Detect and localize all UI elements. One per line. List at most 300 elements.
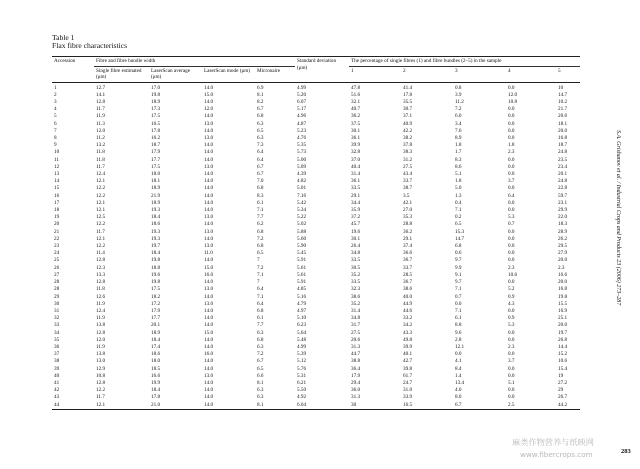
- value-cell: 14.0: [204, 293, 214, 300]
- value-cell: 17.5: [151, 113, 161, 120]
- value-cell: 44.9: [403, 300, 413, 307]
- table-row: [52, 171, 580, 178]
- value-cell: 14.0: [204, 336, 214, 343]
- value-cell: 6.7: [257, 358, 264, 365]
- value-cell: 5.90: [297, 243, 307, 250]
- value-cell: 10.8: [508, 99, 518, 106]
- value-cell: 12.6: [96, 293, 106, 300]
- value-cell: 2.3: [508, 264, 515, 271]
- value-cell: 18.8: [151, 264, 161, 271]
- table-row: [52, 322, 580, 329]
- value-cell: 14.0: [204, 84, 214, 91]
- value-cell: 20.0: [558, 127, 568, 134]
- value-cell: 16.5: [401, 402, 453, 410]
- value-cell: 16.9: [558, 307, 568, 314]
- value-cell: 33.2: [403, 315, 413, 322]
- value-cell: 12.1: [96, 199, 106, 206]
- table-row: [52, 121, 580, 128]
- value-cell: 18.4: [151, 250, 161, 257]
- value-cell: 12.1: [96, 207, 106, 214]
- value-cell: 24.7: [403, 379, 413, 386]
- table-row: [52, 279, 580, 286]
- value-cell: 12.3: [96, 264, 106, 271]
- value-cell: 17.8: [151, 127, 161, 134]
- value-cell: 16.2: [151, 135, 161, 142]
- watermark-url: www.fibercrops.com: [520, 450, 593, 459]
- value-cell: 7.1: [257, 207, 264, 214]
- value-cell: 17.0: [151, 84, 161, 91]
- value-cell: 4.79: [297, 300, 307, 307]
- value-cell: 5.64: [297, 329, 307, 336]
- value-cell: 11.7: [96, 106, 105, 113]
- value-cell: 6.1: [257, 315, 264, 322]
- value-cell: 35.2: [351, 300, 361, 307]
- table-row: [52, 221, 580, 228]
- value-cell: 11.2: [455, 99, 464, 106]
- table-row: [52, 366, 580, 373]
- table-row: [52, 380, 580, 387]
- col-accession: Accession: [52, 57, 94, 83]
- value-cell: 38.3: [403, 149, 413, 156]
- value-cell: 19.3: [151, 228, 161, 235]
- value-cell: 5.48: [297, 336, 307, 343]
- value-cell: 4.85: [297, 286, 307, 293]
- table-row: [52, 214, 580, 221]
- table-row: [52, 257, 580, 264]
- value-cell: 37.1: [403, 113, 413, 120]
- value-cell: 45.7: [351, 221, 361, 228]
- value-cell: 14.0: [204, 365, 214, 372]
- value-cell: 14.0: [204, 192, 214, 199]
- value-cell: 11.2: [96, 135, 105, 142]
- table-row: [52, 344, 580, 351]
- value-cell: 6.3: [257, 120, 264, 127]
- accession-cell: 27: [54, 271, 60, 278]
- value-cell: 37.5: [351, 120, 361, 127]
- accession-cell: 33: [54, 322, 60, 329]
- table-title: Flax fibre characteristics: [52, 41, 128, 51]
- value-cell: 18.6: [151, 351, 161, 358]
- value-cell: 34.4: [351, 199, 361, 206]
- value-cell: 18.1: [151, 178, 161, 185]
- value-cell: 4.1: [455, 358, 462, 365]
- value-cell: 5.50: [297, 387, 307, 394]
- value-cell: 30.5: [351, 264, 361, 271]
- value-cell: 12.0: [96, 336, 106, 343]
- value-cell: 7.7: [257, 322, 264, 329]
- value-cell: 13.0: [204, 120, 214, 127]
- value-cell: 18.6: [151, 221, 161, 228]
- value-cell: 7.2: [257, 351, 264, 358]
- value-cell: 26.4: [351, 243, 361, 250]
- accession-cell: 42: [54, 387, 60, 394]
- table-label: Table 1: [52, 33, 75, 42]
- value-cell: 23.5: [558, 156, 568, 163]
- value-cell: 6.21: [297, 379, 307, 386]
- value-cell: 12.2: [96, 185, 106, 192]
- value-cell: 4.99: [297, 84, 307, 91]
- value-cell: 6.3: [257, 329, 264, 336]
- value-cell: 33.5: [351, 257, 361, 264]
- value-cell: 13.8: [96, 322, 106, 329]
- value-cell: 49.8: [403, 336, 413, 343]
- value-cell: 11.7: [96, 394, 105, 401]
- value-cell: 19: [558, 372, 564, 379]
- value-cell: 8.8: [455, 322, 462, 329]
- value-cell: 14.0: [204, 315, 214, 322]
- value-cell: 32.1: [351, 99, 361, 106]
- value-cell: 42.7: [403, 358, 413, 365]
- value-cell: 0.0: [508, 351, 515, 358]
- value-cell: 36.0: [351, 387, 361, 394]
- value-cell: 14.0: [204, 221, 214, 228]
- value-cell: 0.0: [508, 106, 515, 113]
- value-cell: 19.6: [351, 228, 361, 235]
- value-cell: 0.4: [455, 199, 462, 206]
- table-row: [52, 178, 580, 185]
- value-cell: 43.4: [403, 171, 413, 178]
- value-cell: 32.3: [351, 286, 361, 293]
- col-pct-2: 2: [401, 67, 453, 82]
- value-cell: 19.8: [151, 257, 161, 264]
- value-cell: 4.82: [297, 178, 307, 185]
- value-cell: 12.1: [96, 178, 106, 185]
- value-cell: 31.3: [351, 343, 361, 350]
- table-row: [52, 286, 580, 293]
- col-std-dev: Standard deviation (μm): [295, 57, 349, 83]
- accession-cell: 5: [54, 113, 57, 120]
- value-cell: 13.0: [204, 214, 214, 221]
- value-cell: 12.2: [96, 221, 106, 228]
- table-row: [52, 272, 580, 279]
- value-cell: 15.0: [204, 264, 214, 271]
- value-cell: 8.2: [257, 99, 264, 106]
- value-cell: 14.0: [204, 343, 214, 350]
- value-cell: 14.0: [204, 199, 214, 206]
- value-cell: 20.0: [558, 279, 568, 286]
- value-cell: 18.7: [151, 142, 161, 149]
- value-cell: 18.4: [151, 336, 161, 343]
- value-cell: 6.5: [257, 250, 264, 257]
- value-cell: 17.7: [151, 156, 161, 163]
- accession-cell: 13: [54, 171, 60, 178]
- value-cell: 7.3: [257, 142, 264, 149]
- value-cell: 6.4: [257, 149, 264, 156]
- value-cell: 5.73: [297, 149, 307, 156]
- value-cell: 15.5: [558, 300, 568, 307]
- value-cell: 0.0: [508, 120, 515, 127]
- value-cell: 6.23: [297, 322, 307, 329]
- value-cell: 11.9: [96, 300, 105, 307]
- value-cell: 22.8: [558, 185, 568, 192]
- value-cell: 18.5: [151, 365, 161, 372]
- value-cell: 6.1: [455, 315, 462, 322]
- value-cell: 47.8: [351, 84, 361, 91]
- table-row: [52, 236, 580, 243]
- value-cell: 17.9: [151, 149, 161, 156]
- value-cell: 5.42: [297, 199, 307, 206]
- value-cell: 7.1: [257, 271, 264, 278]
- accession-cell: 31: [54, 307, 60, 314]
- value-cell: 7.2: [257, 235, 264, 242]
- accession-cell: 10: [54, 149, 60, 156]
- value-cell: 7: [257, 279, 260, 286]
- value-cell: 36.1: [351, 178, 361, 185]
- value-cell: 14.0: [204, 99, 214, 106]
- value-cell: 6.3: [257, 387, 264, 394]
- table-row: [52, 394, 580, 401]
- table-row: [52, 99, 580, 106]
- value-cell: 1.4: [455, 372, 462, 379]
- table-row: [52, 315, 580, 322]
- value-cell: 29.4: [351, 379, 361, 386]
- value-cell: 5.01: [297, 185, 307, 192]
- value-cell: 38.8: [351, 358, 361, 365]
- accession-cell: 41: [54, 379, 60, 386]
- value-cell: 36.2: [403, 228, 413, 235]
- accession-cell: 25: [54, 257, 60, 264]
- value-cell: 16.8: [558, 286, 568, 293]
- value-cell: 6.4: [257, 300, 264, 307]
- value-cell: 18.0: [151, 358, 161, 365]
- value-cell: 12.1: [94, 402, 149, 410]
- value-cell: 11.4: [96, 250, 105, 257]
- value-cell: 16.6: [558, 271, 568, 278]
- value-cell: 44.2: [556, 402, 580, 410]
- value-cell: 17.9: [151, 307, 161, 314]
- value-cell: 5.34: [297, 207, 307, 214]
- value-cell: 5.35: [297, 142, 307, 149]
- table-row: [52, 330, 580, 337]
- value-cell: 29.1: [403, 235, 413, 242]
- value-cell: 29: [558, 387, 564, 394]
- value-cell: 37.4: [403, 243, 413, 250]
- value-cell: 6.07: [297, 99, 307, 106]
- accession-cell: 2: [54, 91, 57, 98]
- value-cell: 4.92: [297, 394, 307, 401]
- accession-cell: 17: [54, 199, 60, 206]
- value-cell: 6.7: [453, 402, 506, 410]
- value-cell: 7.1: [455, 207, 462, 214]
- value-cell: 28.5: [403, 271, 413, 278]
- value-cell: 39.9: [351, 142, 361, 149]
- value-cell: 6.8: [257, 228, 264, 235]
- value-cell: 19.8: [558, 293, 568, 300]
- value-cell: 14.0: [202, 402, 255, 410]
- accession-cell: 4: [54, 106, 57, 113]
- value-cell: 7.6: [455, 127, 462, 134]
- value-cell: 12.8: [96, 99, 106, 106]
- value-cell: 19.3: [151, 235, 161, 242]
- table-row: [52, 149, 580, 156]
- value-cell: 0.0: [508, 113, 515, 120]
- value-cell: 24.8: [558, 178, 568, 185]
- value-cell: 14.0: [204, 113, 214, 120]
- value-cell: 18.7: [558, 142, 568, 149]
- value-cell: 18.9: [151, 185, 161, 192]
- value-cell: 5.31: [297, 372, 307, 379]
- value-cell: 6.8: [257, 243, 264, 250]
- value-cell: 17.8: [403, 91, 413, 98]
- accession-cell: 24: [54, 250, 60, 257]
- value-cell: 1.8: [508, 142, 515, 149]
- value-cell: 11.8: [96, 286, 105, 293]
- value-cell: 9.6: [455, 329, 462, 336]
- table-row: [52, 193, 580, 200]
- value-cell: 12.9: [96, 365, 106, 372]
- value-cell: 19.7: [151, 243, 161, 250]
- value-cell: 6.5: [455, 221, 462, 228]
- value-cell: 5.12: [297, 358, 307, 365]
- value-cell: 17.9: [351, 372, 361, 379]
- col-laserscan-mode: LaserScan mode (μm): [202, 67, 255, 82]
- table-row: [52, 200, 580, 207]
- value-cell: 4.76: [297, 135, 307, 142]
- value-cell: 37.0: [351, 156, 361, 163]
- accession-cell: 43: [54, 394, 60, 401]
- value-cell: 4.96: [297, 113, 307, 120]
- value-cell: 4.3: [508, 300, 515, 307]
- value-cell: 6.04: [295, 402, 349, 410]
- value-cell: 7.16: [297, 192, 307, 199]
- value-cell: 6.3: [257, 135, 264, 142]
- accession-cell: 8: [54, 135, 57, 142]
- value-cell: 11.0: [204, 250, 213, 257]
- table-row: [52, 351, 580, 358]
- value-cell: 17.5: [151, 163, 161, 170]
- value-cell: 8.3: [455, 156, 462, 163]
- value-cell: 5.3: [508, 322, 515, 329]
- table-body: [52, 82, 580, 409]
- value-cell: 0.0: [455, 351, 462, 358]
- value-cell: 17.3: [151, 106, 161, 113]
- value-cell: 11.7: [96, 228, 105, 235]
- value-cell: 29.1: [351, 192, 361, 199]
- value-cell: 12.0: [96, 127, 106, 134]
- accession-cell: 18: [54, 207, 60, 214]
- value-cell: 6.7: [257, 171, 264, 178]
- value-cell: 20.6: [558, 113, 568, 120]
- value-cell: 0.0: [508, 279, 515, 286]
- value-cell: 34.2: [403, 322, 413, 329]
- value-cell: 5.23: [297, 127, 307, 134]
- value-cell: 5.60: [297, 235, 307, 242]
- value-cell: 5.88: [297, 228, 307, 235]
- value-cell: 6.3: [257, 343, 264, 350]
- value-cell: 14.1: [96, 91, 106, 98]
- value-cell: 8.0: [455, 394, 462, 401]
- col-laserscan-avg: LaserScan average (μm): [149, 67, 202, 82]
- value-cell: 5.45: [297, 250, 307, 257]
- table-row: [52, 164, 580, 171]
- value-cell: 6.0: [455, 113, 462, 120]
- table-row: [52, 294, 580, 301]
- value-cell: 0.0: [508, 394, 515, 401]
- value-cell: 19.8: [151, 91, 161, 98]
- value-cell: 18.4: [151, 214, 161, 221]
- value-cell: 28.9: [558, 228, 568, 235]
- table-row: [52, 373, 580, 380]
- value-cell: 27.2: [558, 379, 568, 386]
- value-cell: 15.4: [558, 365, 568, 372]
- value-cell: 12.2: [96, 192, 106, 199]
- value-cell: 10.6: [508, 271, 518, 278]
- value-cell: 31.7: [351, 322, 361, 329]
- value-cell: 40.4: [351, 163, 361, 170]
- value-cell: 23.1: [558, 199, 568, 206]
- value-cell: 0.0: [508, 243, 515, 250]
- value-cell: 39.8: [403, 365, 413, 372]
- value-cell: 6.1: [257, 199, 264, 206]
- value-cell: 14.7: [558, 91, 568, 98]
- table-row: [52, 301, 580, 308]
- value-cell: 31.2: [403, 156, 413, 163]
- value-cell: 0.7: [508, 221, 515, 228]
- value-cell: 37.8: [403, 142, 413, 149]
- table-header: [52, 57, 580, 83]
- value-cell: 13.0: [204, 286, 214, 293]
- value-cell: 41.4: [403, 84, 413, 91]
- accession-cell: 34: [54, 329, 60, 336]
- table-row: [52, 308, 580, 315]
- value-cell: 20.1: [151, 322, 161, 329]
- value-cell: 36.4: [351, 365, 361, 372]
- value-cell: 35.9: [351, 207, 361, 214]
- value-cell: 20.0: [558, 322, 568, 329]
- table-row: [52, 243, 580, 250]
- value-cell: 4.0: [455, 387, 462, 394]
- value-cell: 0.6: [455, 250, 462, 257]
- value-cell: 36.7: [403, 257, 413, 264]
- value-cell: 0.8: [455, 84, 462, 91]
- flax-fibre-table: [52, 56, 580, 410]
- accession-cell: 12: [54, 163, 60, 170]
- value-cell: 17.7: [151, 315, 161, 322]
- value-cell: 33.5: [351, 185, 361, 192]
- table-row: [52, 207, 580, 214]
- table-row: [52, 113, 580, 120]
- value-cell: 36.1: [351, 135, 361, 142]
- col-pct-1: 1: [349, 67, 401, 82]
- value-cell: 33.9: [403, 394, 413, 401]
- value-cell: 14.0: [204, 178, 214, 185]
- value-cell: 6.8: [257, 113, 264, 120]
- value-cell: 14.0: [204, 257, 214, 264]
- value-cell: 25.1: [558, 315, 568, 322]
- value-cell: 14.0: [204, 394, 214, 401]
- value-cell: 18.1: [558, 120, 568, 127]
- value-cell: 11.3: [96, 120, 105, 127]
- value-cell: 0.0: [508, 185, 515, 192]
- value-cell: 9.9: [455, 264, 462, 271]
- value-cell: 6.9: [257, 84, 264, 91]
- value-cell: 14.4: [558, 343, 568, 350]
- value-cell: 14.0: [204, 149, 214, 156]
- value-cell: 14.0: [204, 235, 214, 242]
- accession-cell: 21: [54, 228, 60, 235]
- value-cell: 13.4: [455, 379, 465, 386]
- value-cell: 4.87: [297, 120, 307, 127]
- value-cell: 20.6: [351, 336, 361, 343]
- accession-cell: 44: [52, 402, 94, 410]
- value-cell: 59.7: [558, 192, 568, 199]
- accession-cell: 29: [54, 293, 60, 300]
- value-cell: 5.20: [297, 91, 307, 98]
- value-cell: 18.9: [151, 99, 161, 106]
- table-row: [52, 250, 580, 257]
- value-cell: 35.3: [403, 214, 413, 221]
- col-pct-5: 5: [556, 67, 580, 82]
